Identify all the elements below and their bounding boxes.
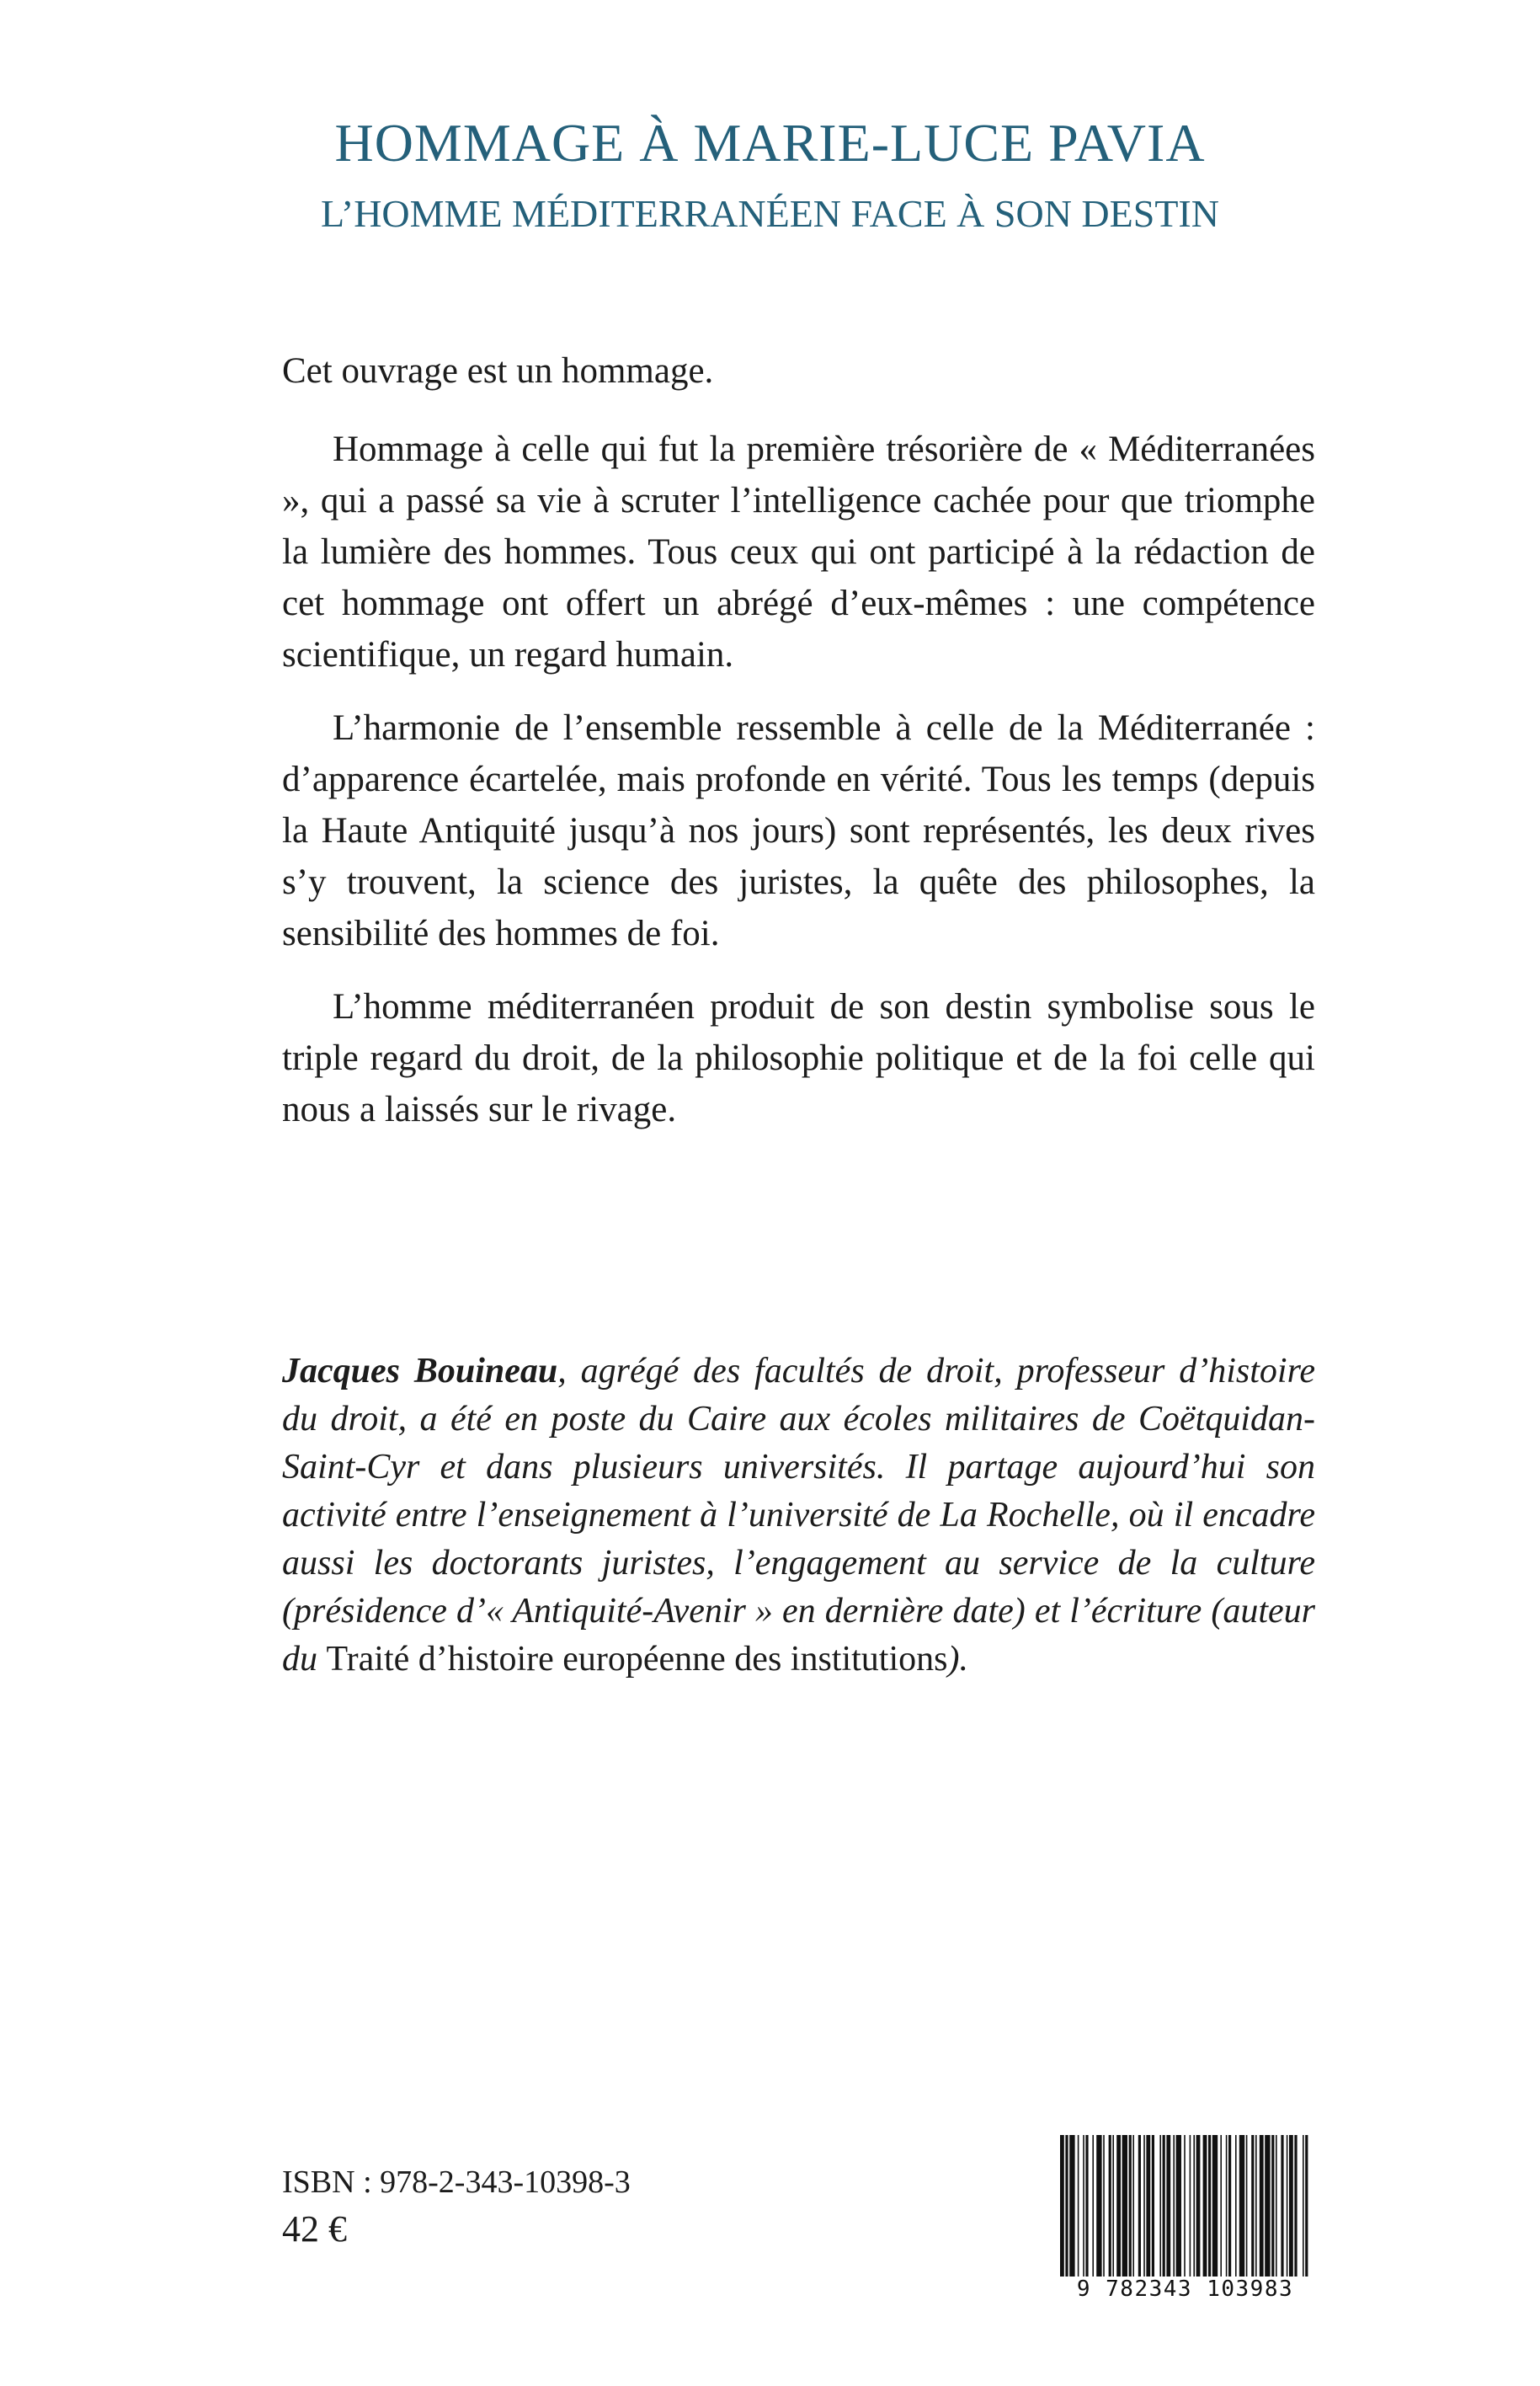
barcode-bar (1083, 2135, 1084, 2280)
barcode-bar (1305, 2135, 1308, 2280)
barcode-bar (1152, 2135, 1154, 2280)
barcode-bar (1226, 2135, 1228, 2280)
blurb-paragraph-3: L’harmonie de l’ensemble ressemble à celle de la Méditerranée : d’apparence écartelée, mais profonde en vérité. Tous les temps (depuis la Haute Antiquité jusqu’à nos jours) sont représentés, les deux rives s’y trouvent, la science des juristes, la quête des philosophes, la sensibilité des hommes de foi. (282, 708, 1315, 953)
barcode-bar (1112, 2135, 1114, 2280)
barcode-bar (1096, 2135, 1101, 2280)
barcode-bar (1060, 2135, 1064, 2280)
barcode-bar (1116, 2135, 1121, 2280)
barcode-bar (1271, 2135, 1274, 2280)
barcode-bar (1303, 2135, 1304, 2280)
blurb (282, 345, 1315, 1157)
barcode-digits: 9 782343 103983 (1057, 2277, 1314, 2302)
isbn: ISBN : 978-2-343-10398-3 (282, 2164, 631, 2200)
barcode-bar (1193, 2135, 1195, 2280)
barcode-bar (1255, 2135, 1257, 2280)
blurb-paragraph-2: Hommage à celle qui fut la première trésorière de « Méditerranées », qui a passé sa vie à scruter l’intelligence cachée pour que triomphe la lumière des hommes. Tous ceux qui ont participé à la rédaction de cet hommage ont offert un abrégé d’eux-mêmes : une compétence scientifique, un regard humain. (282, 430, 1315, 675)
barcode-bar (1138, 2135, 1141, 2280)
barcode-bar (1176, 2135, 1181, 2280)
blurb-paragraph-4: L’homme méditerranéen produit de son destin symbolise sous le triple regard du droit, de la philosophie politique et de la foi celle qui nous a laissés sur le rivage. (282, 987, 1315, 1129)
barcode-bar (1239, 2135, 1244, 2280)
barcode-bar (1132, 2135, 1134, 2280)
barcode-bar (1251, 2135, 1254, 2280)
barcode-bar (1159, 2135, 1161, 2280)
barcode-bar (1109, 2135, 1111, 2280)
barcode-bar (1294, 2135, 1297, 2280)
barcode-bar (1235, 2135, 1237, 2280)
barcode-bar (1289, 2135, 1293, 2280)
barcode-bar (1246, 2135, 1248, 2280)
author-bio-text-2: ). (947, 1640, 968, 1679)
title-block (0, 109, 1540, 239)
barcode (1057, 2135, 1314, 2312)
barcode-bar (1287, 2135, 1288, 2280)
barcode-bar (1281, 2135, 1283, 2280)
barcode-bar (1184, 2135, 1186, 2280)
barcode-bar (1173, 2135, 1175, 2280)
barcode-bar (1163, 2135, 1165, 2280)
barcode-icon (1057, 2135, 1314, 2280)
referenced-book-title: Traité d’histoire européenne des institutions (326, 1640, 948, 1679)
barcode-bar (1203, 2135, 1207, 2280)
barcode-bar (1103, 2135, 1105, 2280)
barcode-bar (1228, 2135, 1231, 2280)
author-bio-text-1: , agrégé des facultés de droit, professeur d’histoire du droit, a été en poste du Caire aux écoles militaires de Coëtquidan-Saint-Cyr et dans plusieurs universités. Il partage aujourd’hui son activité entre l’enseignement à l’université de La Rochelle, où il encadre aussi les doctorants juristes, l’engagement au service de la culture (présidence d’« Antiquité-Avenir » en dernière date) et l’écriture (auteur du (282, 1352, 1315, 1679)
author-bio (282, 1348, 1315, 1684)
barcode-bar (1065, 2135, 1068, 2280)
book-subtitle: L’HOMME MÉDITERRANÉEN FACE À SON DESTIN (321, 192, 1219, 235)
barcode-bar (1085, 2135, 1088, 2280)
barcode-bar (1212, 2135, 1218, 2280)
barcode-bar (1220, 2135, 1222, 2280)
publication-info (282, 2161, 631, 2250)
barcode-bar (1265, 2135, 1270, 2280)
barcode-bar (1122, 2135, 1127, 2280)
barcode-bar (1260, 2135, 1264, 2280)
blurb-paragraph-1: Cet ouvrage est un hommage. (282, 351, 714, 391)
barcode-bar (1208, 2135, 1211, 2280)
barcode-bar (1143, 2135, 1145, 2280)
barcode-bar (1092, 2135, 1094, 2280)
barcode-bar (1196, 2135, 1201, 2280)
barcode-bar (1078, 2135, 1079, 2280)
book-title: HOMMAGE À MARIE-LUCE PAVIA (334, 113, 1206, 173)
barcode-bar (1166, 2135, 1170, 2280)
barcode-bar (1129, 2135, 1132, 2280)
price: 42 € (282, 2208, 347, 2250)
barcode-bar (1069, 2135, 1074, 2280)
barcode-bar (1276, 2135, 1277, 2280)
barcode-bar (1190, 2135, 1191, 2280)
author-name: Jacques Bouineau (282, 1352, 558, 1390)
barcode-bar (1146, 2135, 1150, 2280)
